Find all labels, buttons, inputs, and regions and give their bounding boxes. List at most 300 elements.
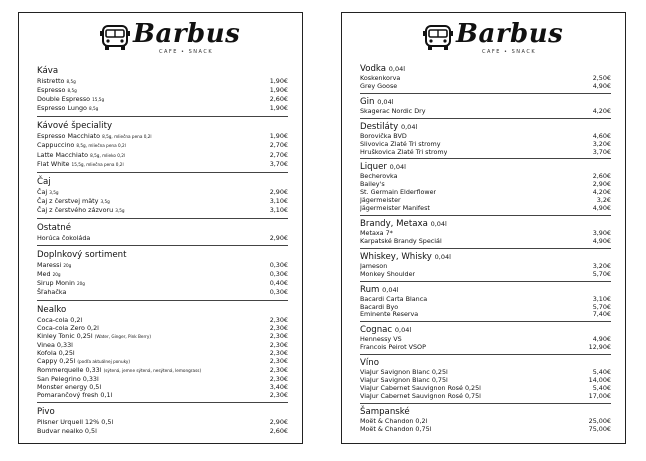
menu-item-name: Coca-cola 0,2l bbox=[37, 315, 83, 324]
menu-item-name-wrap bbox=[360, 173, 398, 181]
menu-item-name: Maressi bbox=[37, 261, 62, 270]
menu-item-name: Čaj z čerstvej mäty bbox=[37, 196, 99, 205]
menu-item-name-wrap bbox=[37, 288, 66, 296]
section-title bbox=[37, 120, 288, 132]
menu-item-name-wrap bbox=[37, 316, 82, 324]
menu-item bbox=[37, 332, 288, 341]
menu-item bbox=[360, 385, 611, 393]
menu-item-name-wrap bbox=[360, 336, 402, 344]
menu-item-price: 3,10€ bbox=[269, 196, 288, 205]
menu-item-detail: 8,5g bbox=[67, 88, 77, 94]
menu-item-name-wrap bbox=[360, 197, 401, 205]
menu-item bbox=[360, 263, 611, 271]
section-title bbox=[360, 324, 611, 336]
menu-item-name-wrap bbox=[37, 132, 152, 141]
menu-item bbox=[360, 426, 611, 434]
menu-item-name: Budvar nealko 0,5l bbox=[37, 426, 97, 435]
menu-section bbox=[37, 249, 288, 300]
menu-item-name-wrap bbox=[37, 104, 98, 113]
menu-item-name-wrap bbox=[37, 206, 125, 215]
section-volume: 0,04l bbox=[394, 326, 412, 335]
menu-item-name-wrap bbox=[360, 377, 448, 385]
menu-item-price: 3,20€ bbox=[592, 139, 611, 148]
menu-item-name-wrap bbox=[37, 197, 110, 206]
menu-item bbox=[37, 316, 288, 324]
menu-section bbox=[360, 357, 611, 404]
menu-item-name-wrap bbox=[37, 383, 101, 391]
menu-item bbox=[37, 427, 288, 435]
menu-item-name: ViaJur Savignon Blanc 0,25l bbox=[360, 369, 448, 377]
menu-item-price: 2,60€ bbox=[269, 95, 288, 104]
menu-item bbox=[37, 357, 288, 366]
menu-item-price: 0,30€ bbox=[269, 261, 288, 270]
menu-item-detail: 20g bbox=[63, 263, 72, 269]
menu-item-name-wrap bbox=[37, 270, 61, 279]
menu-item-name: Espresso Lungo bbox=[37, 104, 87, 113]
menu-item-name: Čaj bbox=[37, 187, 48, 196]
menu-item-price: 75,00€ bbox=[588, 424, 611, 433]
menu-item bbox=[37, 341, 288, 349]
menu-item bbox=[37, 151, 288, 160]
menu-item-price: 5,70€ bbox=[592, 269, 611, 278]
menu-item-name: Pilsner Urquell 12% 0,5l bbox=[37, 418, 114, 427]
brand-name: Barbus bbox=[456, 19, 564, 49]
menu-item-price: 3,2€ bbox=[596, 196, 611, 205]
menu-section bbox=[360, 96, 611, 119]
menu-section bbox=[360, 218, 611, 249]
menu-item-name-wrap bbox=[360, 311, 418, 319]
section-title-text: Vodka bbox=[360, 64, 387, 74]
menu-section bbox=[360, 251, 611, 282]
section-title-text: Ostatné bbox=[37, 223, 71, 234]
section-title bbox=[360, 121, 611, 133]
bus-icon bbox=[99, 23, 131, 53]
menu-item-name-wrap bbox=[37, 279, 85, 288]
menu-item bbox=[360, 311, 611, 319]
menu-item-name: Med bbox=[37, 270, 51, 279]
menu-item-name: Borovička BVD bbox=[360, 132, 407, 140]
menu-item-price: 2,30€ bbox=[269, 315, 288, 324]
menu-item-name: Hruškovica Zlaté Tri stromy bbox=[360, 148, 448, 156]
menu-item-name: Karpatské Brandy Špeciál bbox=[360, 237, 442, 245]
menu-section bbox=[37, 120, 288, 172]
menu-item-detail: 8,5g, mliečna pena 0,2l bbox=[102, 134, 152, 140]
menu-section bbox=[360, 324, 611, 355]
menu-item-price: 4,90€ bbox=[592, 81, 611, 90]
menu-item-name: Grey Goose bbox=[360, 82, 398, 90]
menu-item-price: 3,10€ bbox=[269, 205, 288, 214]
menu-item-name: Sirup Monin bbox=[37, 279, 75, 288]
menu-item bbox=[37, 279, 288, 288]
menu-item-detail: (podľa aktuálnej ponuky) bbox=[77, 358, 130, 364]
menu-item-price: 0,40€ bbox=[269, 279, 288, 288]
bus-icon bbox=[422, 23, 454, 53]
menu-item-name-wrap bbox=[37, 160, 124, 169]
menu-item-name-wrap bbox=[37, 341, 73, 349]
menu-item bbox=[37, 77, 288, 86]
menu-item-name-wrap bbox=[360, 426, 431, 434]
section-title bbox=[37, 176, 288, 188]
menu-section bbox=[360, 284, 611, 323]
section-title-text: Doplnkový sortiment bbox=[37, 250, 127, 261]
menu-item-name: Metaxa 7* bbox=[360, 229, 393, 237]
section-title bbox=[37, 65, 288, 77]
menu-item-price: 4,20€ bbox=[592, 106, 611, 115]
menu-item-name: Monkey Shoulder bbox=[360, 270, 416, 278]
menu-item-price: 2,30€ bbox=[269, 340, 288, 349]
section-title bbox=[360, 161, 611, 173]
menu-item-name: Bacardi Byo bbox=[360, 303, 399, 311]
menu-item bbox=[37, 288, 288, 296]
menu-item-price: 25,00€ bbox=[588, 416, 611, 425]
menu-item bbox=[37, 366, 288, 375]
section-volume: 0,04l bbox=[430, 219, 447, 228]
section-title-text: Nealko bbox=[37, 304, 67, 315]
menu-item bbox=[37, 324, 288, 332]
section-title-text: Brandy, Metaxa bbox=[360, 218, 428, 229]
menu-section bbox=[37, 65, 288, 117]
section-title-text: Cognac bbox=[360, 325, 393, 336]
menu-item-name: Becherovka bbox=[360, 173, 398, 181]
menu-item-name-wrap bbox=[37, 391, 112, 399]
menu-item-price: 17,00€ bbox=[588, 391, 611, 400]
menu-item-name-wrap bbox=[360, 205, 430, 213]
section-volume: 0,04l bbox=[434, 252, 451, 261]
menu-item-price: 2,60€ bbox=[592, 172, 611, 181]
menu-item-name-wrap bbox=[360, 141, 441, 149]
menu-item bbox=[360, 141, 611, 149]
menu-item-price: 5,40€ bbox=[592, 383, 611, 392]
menu-item-name-wrap bbox=[360, 108, 426, 116]
brand-tagline: CAFE • SNACK bbox=[159, 49, 214, 55]
menu-item-detail: (Water, Ginger, Pink Berry) bbox=[94, 333, 151, 339]
menu-item bbox=[360, 189, 611, 197]
menu-item-name: St. Germain Elderflower bbox=[360, 189, 437, 197]
menu-item-name: Espresso bbox=[37, 86, 66, 95]
menu-item-name-wrap bbox=[37, 261, 71, 270]
menu-item-name: Cappuccino bbox=[37, 141, 75, 150]
menu-item bbox=[37, 349, 288, 357]
menu-item-name-wrap bbox=[37, 188, 59, 197]
menu-item-name-wrap bbox=[37, 86, 77, 95]
menu-item-price: 2,70€ bbox=[269, 150, 288, 159]
menu-item-detail: 8,5g, mliečna pena 0,2l bbox=[76, 143, 126, 149]
menu-item-price: 3,70€ bbox=[269, 159, 288, 168]
menu-item bbox=[37, 270, 288, 279]
menu-item-price: 3,20€ bbox=[592, 261, 611, 270]
menu-item-detail: (sýtená, jemne sýtená, nesýtená, lemongrass) bbox=[103, 368, 202, 374]
menu-section bbox=[37, 304, 288, 404]
section-title-text: Rum bbox=[360, 284, 380, 295]
section-title-text: Whiskey, Whisky bbox=[360, 251, 432, 262]
menu-item-name: Monster energy 0,5l bbox=[37, 383, 102, 392]
section-title bbox=[360, 96, 611, 108]
menu-item bbox=[37, 95, 288, 104]
menu-item-name: Ristretto bbox=[37, 77, 65, 85]
menu-item-price: 1,90€ bbox=[269, 86, 288, 95]
menu-item-price: 2,30€ bbox=[269, 356, 288, 365]
menu-section bbox=[37, 222, 288, 246]
menu-item bbox=[360, 133, 611, 141]
menu-item bbox=[37, 197, 288, 206]
menu-item-price: 3,90€ bbox=[592, 228, 611, 237]
menu-item-name-wrap bbox=[360, 418, 427, 426]
menu-item-name-wrap bbox=[360, 133, 407, 141]
section-title-text: Čaj bbox=[37, 176, 51, 187]
section-title bbox=[37, 406, 288, 418]
menu-item-price: 3,40€ bbox=[269, 383, 288, 392]
menu-section bbox=[37, 406, 288, 437]
section-title bbox=[360, 218, 611, 230]
menu-item-price: 2,90€ bbox=[269, 187, 288, 196]
menu-item-price: 2,30€ bbox=[269, 375, 288, 384]
menu-item bbox=[360, 296, 611, 304]
menu-item-detail: 15,5g, mliečna pena 0,2l bbox=[71, 161, 124, 167]
menu-item-name-wrap bbox=[360, 344, 426, 352]
menu-item-detail: 20g bbox=[52, 272, 61, 278]
menu-item-price: 12,90€ bbox=[588, 343, 611, 352]
menu-item bbox=[360, 149, 611, 157]
menu-item-price: 1,90€ bbox=[269, 132, 288, 141]
menu-sections-left bbox=[37, 65, 288, 441]
menu-item-detail: 3,5g bbox=[100, 198, 110, 204]
menu-item-name: Čaj z čerstvého zázvoru bbox=[37, 205, 114, 214]
menu-item bbox=[360, 83, 611, 91]
menu-item-name: Espresso Macchiato bbox=[37, 132, 101, 141]
menu-item-name: ViaJur Cabernet Sauvignon Rosé 0,25l bbox=[360, 384, 481, 392]
menu-item bbox=[360, 197, 611, 205]
menu-item-price: 2,30€ bbox=[269, 331, 288, 340]
menu-item-name-wrap bbox=[360, 149, 447, 157]
menu-section bbox=[360, 63, 611, 94]
menu-item-name-wrap bbox=[37, 141, 126, 150]
menu-item-name-wrap bbox=[360, 238, 442, 246]
menu-item-name-wrap bbox=[360, 385, 481, 393]
menu-item-name-wrap bbox=[360, 189, 436, 197]
section-title bbox=[360, 284, 611, 296]
section-title-text: Káva bbox=[37, 66, 59, 76]
menu-item-price: 3,70€ bbox=[592, 147, 611, 156]
menu-item bbox=[37, 206, 288, 215]
menu-item-detail: 3,5g bbox=[49, 189, 59, 195]
logo bbox=[19, 17, 302, 63]
menu-item-name-wrap bbox=[360, 75, 400, 83]
menu-item bbox=[360, 238, 611, 246]
menu-item-price: 4,60€ bbox=[592, 131, 611, 140]
section-title bbox=[37, 304, 288, 316]
menu-item-name-wrap bbox=[37, 357, 130, 366]
menu-item-name: Moët & Chandon 0,2l bbox=[360, 417, 428, 425]
menu-item-name-wrap bbox=[360, 263, 387, 271]
menu-item-price: 2,30€ bbox=[269, 391, 288, 400]
menu-item-name: ViaJur Cabernet Sauvignon Rosé 0,75l bbox=[360, 392, 481, 400]
menu-item bbox=[360, 173, 611, 181]
menu-item-price: 2,30€ bbox=[269, 348, 288, 357]
menu-item-name-wrap bbox=[37, 332, 151, 341]
menu-item-name-wrap bbox=[37, 349, 75, 357]
logo bbox=[342, 17, 625, 63]
menu-item-price: 4,90€ bbox=[592, 204, 611, 213]
menu-item bbox=[37, 418, 288, 426]
menu-item-price: 2,30€ bbox=[269, 323, 288, 332]
section-title-text: Gin bbox=[360, 96, 375, 107]
menu-item bbox=[37, 261, 288, 270]
section-title-text: Šampanské bbox=[360, 406, 410, 417]
menu-item bbox=[360, 336, 611, 344]
menu-item-name-wrap bbox=[37, 427, 97, 435]
menu-item-price: 7,40€ bbox=[592, 310, 611, 319]
menu-item bbox=[360, 205, 611, 213]
menu-item-name-wrap bbox=[37, 151, 125, 160]
menu-item-detail: 15,5g bbox=[92, 97, 105, 103]
menu-item bbox=[360, 369, 611, 377]
menu-item-name: Flat White bbox=[37, 159, 70, 168]
menu-item-name: Kinley Tonic 0,25l bbox=[37, 331, 93, 340]
menu-item-name: Koskenkorva bbox=[360, 75, 401, 82]
menu-item-price: 1,90€ bbox=[269, 77, 288, 85]
menu-item-price: 2,60€ bbox=[269, 426, 288, 435]
section-volume: 0,04l bbox=[400, 122, 418, 131]
section-title bbox=[37, 249, 288, 261]
menu-page-right bbox=[341, 12, 626, 444]
menu-item-name-wrap bbox=[360, 230, 393, 238]
menu-section bbox=[360, 121, 611, 160]
section-title bbox=[360, 406, 611, 418]
menu-item-name: Bacardi Carta Blanca bbox=[360, 295, 428, 303]
menu-item bbox=[37, 375, 288, 383]
menu-item-name: Latte Macchiato bbox=[37, 150, 89, 159]
menu-item-price: 14,00€ bbox=[588, 376, 611, 385]
menu-item-name-wrap bbox=[37, 234, 90, 242]
menu-item bbox=[360, 181, 611, 189]
menu-item-detail: 8,5g bbox=[89, 106, 99, 112]
menu-item-price: 4,90€ bbox=[592, 335, 611, 344]
brand-name: Barbus bbox=[133, 19, 241, 49]
menu-item-detail: 3,5g bbox=[115, 207, 125, 213]
menu-item-name-wrap bbox=[37, 366, 201, 375]
menu-item-price: 5,40€ bbox=[592, 368, 611, 377]
menu-item-name-wrap bbox=[37, 77, 76, 86]
menu-item-detail: 8,5g bbox=[66, 79, 76, 84]
menu-item bbox=[37, 104, 288, 113]
menu-item bbox=[360, 230, 611, 238]
section-title bbox=[360, 251, 611, 263]
menu-item bbox=[37, 391, 288, 399]
menu-item-price: 4,20€ bbox=[592, 188, 611, 197]
menu-item bbox=[37, 141, 288, 150]
menu-item bbox=[37, 160, 288, 169]
menu-item-name: Double Espresso bbox=[37, 95, 91, 104]
menu-item-price: 0,30€ bbox=[269, 288, 288, 297]
menu-item-price: 4,90€ bbox=[592, 236, 611, 245]
menu-item-name: Skagerac Nordic Dry bbox=[360, 107, 426, 115]
section-title-text: Pivo bbox=[37, 407, 55, 418]
menu-item-name: San Pelegrino 0,33l bbox=[37, 375, 99, 384]
menu-section bbox=[37, 176, 288, 219]
menu-item-name: Hennessy VS bbox=[360, 336, 402, 344]
menu-item-name: Moët & Chandon 0,75l bbox=[360, 425, 432, 433]
menu-item-name-wrap bbox=[360, 181, 385, 189]
menu-sections-right bbox=[360, 63, 611, 438]
section-title bbox=[37, 222, 288, 234]
menu-item-name-wrap bbox=[360, 83, 397, 91]
menu-item-price: 0,30€ bbox=[269, 270, 288, 279]
menu-item-name: Jameson bbox=[360, 262, 388, 270]
menu-item bbox=[360, 75, 611, 83]
menu-item-detail: 8,5g, mlieko 0,2l bbox=[90, 152, 126, 158]
menu-section bbox=[360, 161, 611, 216]
menu-item-name-wrap bbox=[360, 393, 481, 401]
menu-item-detail: 20g bbox=[76, 281, 85, 287]
menu-item-name: Šľahačka bbox=[37, 288, 67, 297]
section-title-text: Kávové špeciality bbox=[37, 121, 113, 132]
menu-item-price: 1,90€ bbox=[269, 104, 288, 113]
menu-item bbox=[360, 418, 611, 426]
menu-item bbox=[360, 377, 611, 385]
menu-item-name-wrap bbox=[37, 418, 113, 426]
menu-item-name-wrap bbox=[37, 324, 99, 332]
menu-item bbox=[37, 383, 288, 391]
section-title bbox=[360, 63, 611, 75]
menu-item bbox=[37, 86, 288, 95]
menu-item-name: ViaJur Savignon Blanc 0,75l bbox=[360, 377, 448, 385]
menu-item-name: Cappy 0,25l bbox=[37, 356, 76, 365]
menu-item bbox=[37, 188, 288, 197]
section-volume: 0,04l bbox=[382, 285, 399, 294]
menu-item-name-wrap bbox=[360, 296, 427, 304]
menu-item-name: Horúca čokoláda bbox=[37, 234, 91, 243]
menu-item-name: Jägermeister Manifest bbox=[360, 205, 430, 213]
menu-item-price: 2,50€ bbox=[592, 74, 611, 82]
section-volume: 0,04l bbox=[388, 65, 406, 73]
menu-item-name: Slivovica Zlaté Tri stromy bbox=[360, 140, 441, 148]
brand-tagline: CAFE • SNACK bbox=[482, 49, 537, 55]
section-title-text: Destiláty bbox=[360, 121, 399, 132]
menu-item-name-wrap bbox=[37, 375, 99, 383]
section-title bbox=[360, 357, 611, 369]
menu-section bbox=[360, 406, 611, 436]
menu-item-price: 2,90€ bbox=[269, 234, 288, 243]
menu-item-price: 2,90€ bbox=[269, 418, 288, 427]
menu-item bbox=[360, 304, 611, 312]
menu-item bbox=[360, 108, 611, 116]
menu-item-name: Kofola 0,25l bbox=[37, 348, 75, 357]
menu-item bbox=[37, 132, 288, 141]
menu-item-name: Francois Peirot VSOP bbox=[360, 344, 426, 352]
menu-item-name-wrap bbox=[360, 304, 398, 312]
menu-item-price: 3,10€ bbox=[592, 294, 611, 303]
section-volume: 0,04l bbox=[377, 97, 394, 106]
menu-item-name: Coca-cola Zero 0,2l bbox=[37, 323, 99, 332]
section-title-text: Víno bbox=[360, 358, 379, 369]
menu-item-name: Rommerquelle 0,33l bbox=[37, 366, 102, 375]
menu-item-price: 2,70€ bbox=[269, 141, 288, 150]
menu-item-name: Vinea 0,33l bbox=[37, 340, 73, 349]
menu-item-name-wrap bbox=[37, 95, 104, 104]
menu-item-name-wrap bbox=[360, 271, 415, 279]
menu-item-name: Bailey's bbox=[360, 181, 385, 189]
menu-item-price: 5,70€ bbox=[592, 302, 611, 311]
menu-item bbox=[360, 271, 611, 279]
menu-item-name: Eminente Reserva bbox=[360, 311, 419, 319]
menu-item-price: 2,30€ bbox=[269, 366, 288, 375]
menu-item-name: Pomarančový fresh 0,1l bbox=[37, 391, 113, 400]
menu-item bbox=[37, 234, 288, 242]
section-title-text: Liquer bbox=[360, 162, 387, 173]
menu-item bbox=[360, 393, 611, 401]
section-volume: 0,04l bbox=[389, 163, 406, 172]
menu-item-price: 2,90€ bbox=[592, 180, 611, 189]
